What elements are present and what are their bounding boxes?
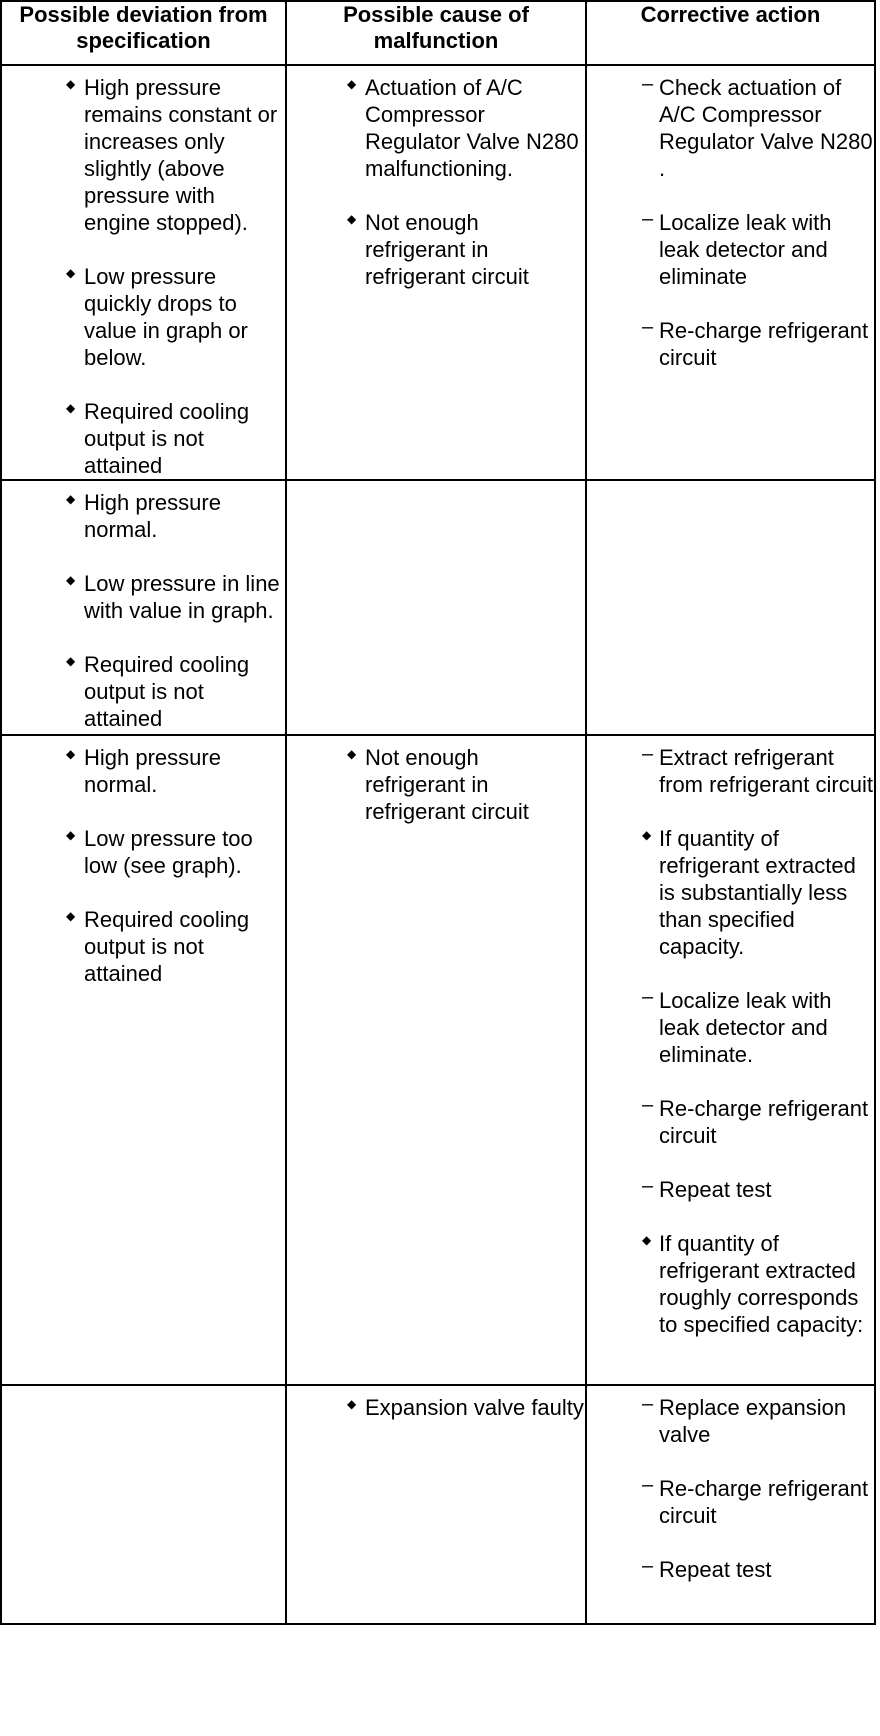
- item-text: Repeat test: [659, 1177, 772, 1202]
- list-item: [287, 74, 585, 182]
- bullet-icon: ◆: [347, 747, 357, 761]
- list-item: [587, 1230, 874, 1338]
- header-cause: Possible cause of malfunction: [286, 1, 586, 65]
- item-text: Localize leak with leak detector and eliminate.: [659, 988, 832, 1067]
- item-text: Not enough refrigerant in refrigerant circuit: [365, 745, 529, 824]
- dash-icon: –: [642, 743, 654, 765]
- list-item: [2, 489, 285, 543]
- item-text: Required cooling output is not attained: [84, 907, 250, 986]
- item-text: Low pressure too low (see graph).: [84, 826, 253, 878]
- list-item: [587, 744, 874, 798]
- list-item: [2, 651, 285, 732]
- item-text: Low pressure quickly drops to value in graph or below.: [84, 264, 248, 370]
- bullet-icon: ◆: [347, 212, 357, 226]
- bullet-icon: ◆: [66, 909, 76, 923]
- item-text: Expansion valve faulty: [365, 1395, 584, 1420]
- item-text: Localize leak with leak detector and eliminate: [659, 210, 832, 289]
- action-cell: [586, 65, 875, 480]
- header-row: [1, 1, 875, 65]
- dash-icon: –: [642, 986, 654, 1008]
- bullet-icon: ◆: [66, 573, 76, 587]
- list-item: [287, 1394, 585, 1421]
- item-text: Replace expansion valve: [659, 1395, 847, 1447]
- deviation-cell: [1, 735, 286, 1385]
- list-item: [587, 74, 874, 182]
- list-item: [587, 1095, 874, 1149]
- action-cell: [586, 735, 875, 1385]
- bullet-icon: ◆: [66, 77, 76, 91]
- item-text: If quantity of refrigerant extracted roughly corresponds to specified capacity:: [659, 1231, 864, 1337]
- bullet-icon: ◆: [642, 828, 652, 842]
- action-cell: [586, 1385, 875, 1624]
- cause-cell: [286, 1385, 586, 1624]
- list-item: [587, 317, 874, 371]
- bullet-icon: ◆: [642, 1233, 652, 1247]
- item-text: High pressure remains constant or increases only slightly (above pressure with engine stopped).: [84, 75, 278, 235]
- list-item: [587, 987, 874, 1068]
- dash-icon: –: [642, 1393, 654, 1415]
- item-text: Required cooling output is not attained: [84, 399, 250, 478]
- dash-icon: –: [642, 1094, 654, 1116]
- bullet-icon: ◆: [66, 747, 76, 761]
- dash-icon: –: [642, 208, 654, 230]
- item-text: Required cooling output is not attained: [84, 652, 250, 731]
- item-text: High pressure normal.: [84, 490, 221, 542]
- list-item: [2, 398, 285, 479]
- item-text: Low pressure in line with value in graph.: [84, 571, 280, 623]
- cause-cell: [286, 480, 586, 735]
- bullet-icon: ◆: [66, 401, 76, 415]
- list-item: [587, 1394, 874, 1448]
- list-item: [2, 744, 285, 798]
- header-deviation: Possible deviation from specification: [1, 1, 286, 65]
- bullet-icon: ◆: [66, 266, 76, 280]
- item-text: Not enough refrigerant in refrigerant circuit: [365, 210, 529, 289]
- dash-icon: –: [642, 73, 654, 95]
- item-text: Extract refrigerant from refrigerant circuit: [659, 745, 873, 797]
- list-item: [587, 1556, 874, 1583]
- item-text: Re-charge refrigerant circuit: [659, 1096, 869, 1148]
- list-item: [2, 825, 285, 879]
- cause-cell: [286, 735, 586, 1385]
- bullet-icon: ◆: [66, 654, 76, 668]
- item-text: Repeat test: [659, 1557, 772, 1582]
- list-item: [587, 209, 874, 290]
- item-text: Re-charge refrigerant circuit: [659, 1476, 869, 1528]
- item-text: High pressure normal.: [84, 745, 221, 797]
- item-text: Actuation of A/C Compressor Regulator Valve N280 malfunctioning.: [365, 75, 579, 181]
- list-item: [587, 1475, 874, 1529]
- table-row: [1, 480, 875, 735]
- dash-icon: –: [642, 1555, 654, 1577]
- action-cell: [586, 480, 875, 735]
- list-item: [587, 825, 874, 960]
- bullet-icon: ◆: [66, 492, 76, 506]
- table-row: [1, 65, 875, 480]
- item-text: Re-charge refrigerant circuit: [659, 318, 869, 370]
- table-row: [1, 1385, 875, 1624]
- dash-icon: –: [642, 316, 654, 338]
- list-item: [2, 74, 285, 236]
- item-text: If quantity of refrigerant extracted is substantially less than specified capacity.: [659, 826, 856, 959]
- deviation-cell: [1, 1385, 286, 1624]
- table-row: [1, 735, 875, 1385]
- list-item: [287, 744, 585, 825]
- list-item: [2, 906, 285, 987]
- bullet-icon: ◆: [347, 1397, 357, 1411]
- list-item: [2, 263, 285, 371]
- deviation-cell: [1, 480, 286, 735]
- header-action: Corrective action: [586, 1, 875, 65]
- bullet-icon: ◆: [347, 77, 357, 91]
- cause-cell: [286, 65, 586, 480]
- dash-icon: –: [642, 1175, 654, 1197]
- list-item: [587, 1176, 874, 1203]
- deviation-cell: [1, 65, 286, 480]
- bullet-icon: ◆: [66, 828, 76, 842]
- list-item: [287, 209, 585, 290]
- item-text: Check actuation of A/C Compressor Regulator Valve N280 .: [659, 75, 873, 181]
- list-item: [2, 570, 285, 624]
- dash-icon: –: [642, 1474, 654, 1496]
